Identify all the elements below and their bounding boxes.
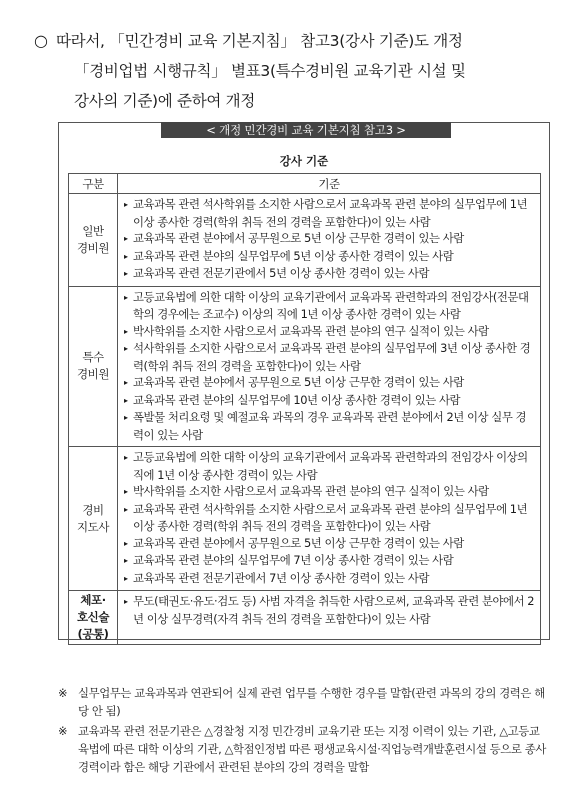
reference-mark-icon: ※ [58,724,68,738]
criteria-text: 박사학위를 소지한 사람으로서 교육과목 관련 분야의 연구 실적이 있는 사람 [133,323,489,338]
criteria-item [124,570,536,588]
triangle-bullet-icon: ▸ [124,344,128,353]
row-category [69,591,118,645]
triangle-bullet-icon: ▸ [124,573,128,583]
category-label: 호신술 [77,610,109,624]
box-subtitle: 강사 기준 [279,154,329,168]
triangle-bullet-icon: ▸ [124,538,128,548]
criteria-item [124,265,536,283]
table-header-row [69,174,541,194]
criteria-item [124,323,536,341]
criteria-text: 교육과목 관련 분야에서 공무원으로 5년 이상 근무한 경력이 있는 사람 [133,375,464,389]
triangle-bullet-icon: ▸ [124,395,128,405]
triangle-bullet-icon: ▸ [124,378,128,387]
footnotes [58,684,548,778]
table-row [69,447,541,591]
row-category [69,447,118,591]
triangle-bullet-icon: ▸ [124,326,128,336]
category-label: 경비원 [77,240,109,255]
box-title: < 개정 민간경비 교육 기본지침 참고3 > [161,122,451,138]
table-row [69,591,541,645]
triangle-bullet-icon: ▸ [124,556,128,565]
criteria-text: 교육과목 관련 전문기관에서 5년 이상 종사한 경력이 있는 사람 [133,266,429,280]
criteria-item [124,340,536,374]
row-category [69,194,118,287]
triangle-bullet-icon: ▸ [124,487,128,496]
triangle-bullet-icon: ▸ [124,234,128,243]
footnote [58,684,548,720]
row-criteria [118,286,541,447]
criteria-item [124,501,536,535]
category-label: 경비원 [77,367,109,382]
table-row [69,286,541,447]
intro-line-2: 「경비업법 시행규칙」 별표3(특수경비원 교육기관 시설 및 [74,62,466,80]
instructor-criteria-table [68,173,541,645]
criteria-text: 교육과목 관련 분야의 실무업무에 10년 이상 종사한 경력이 있는 사람 [133,392,461,407]
intro-paragraph [34,26,554,116]
guideline-box [58,122,550,640]
category-label: 경비 [82,502,104,517]
criteria-item [124,374,536,392]
category-label: 체포· [80,593,106,607]
criteria-text: 폭발물 처리요령 및 예절교육 과목의 경우 교육과목 관련 분야에서 2년 이상 실무 경력이 있는 사람 [133,410,527,442]
criteria-text: 교육과목 관련 분야에서 공무원으로 5년 이상 근무한 경력이 있는 사람 [133,231,464,245]
reference-mark-icon: ※ [58,686,68,700]
footnote-text: 교육과목 관련 전문기관은 △경찰청 지정 민간경비 교육기관 또는 지정 이력이 있는 기관, △고등교육법에 따른 대학 이상의 기관, △학점인정법 따른 평생교육시설·직업능력개발훈련시설 등으로 종사 경력이라 함은 해당 기관에서 관련된 분야의 강의 경력을 말함 [78,724,546,774]
criteria-item [124,449,536,483]
intro-line-3: 강사의 기준)에 준하여 개정 [74,92,256,110]
criteria-item [124,409,536,443]
circle-bullet-icon: ○ [34,31,48,50]
category-label: 지도사 [77,519,109,534]
criteria-text: 석사학위를 소지한 사람으로서 교육과목 관련 분야의 실무업무에 3년 이상 종사한 경력(학위 취득 전의 경력을 포함한다)이 있는 사람 [133,341,531,373]
criteria-item [124,392,536,410]
footnote-text: 실무업무는 교육과목과 연관되어 실제 관련 업무를 수행한 경우를 말함(관련 과목의 강의 경력은 해당 안 됨) [78,686,545,718]
row-criteria [118,194,541,287]
row-criteria [118,591,541,645]
category-label: 일반 [82,223,104,238]
triangle-bullet-icon: ▸ [124,200,128,209]
category-label: (공통) [77,627,109,641]
criteria-text: 고등교육법에 의한 대학 이상의 교육기관에서 교육과목 관련학과의 전임강사 이상의 직에 1년 이상 종사한 경력이 있는 사람 [133,450,528,482]
criteria-item [124,535,536,553]
triangle-bullet-icon: ▸ [124,453,128,462]
criteria-item [124,230,536,248]
intro-text-1: 따라서, 「민간경비 교육 기본지침」 참고3(강사 기준)도 개정 [56,32,463,50]
criteria-text: 교육과목 관련 분야의 실무업무에 7년 이상 종사한 경력이 있는 사람 [133,553,454,567]
table-row [69,194,541,287]
category-label: 특수 [82,350,104,365]
criteria-item [124,289,536,323]
criteria-text: 교육과목 관련 분야의 실무업무에 5년 이상 종사한 경력이 있는 사람 [133,248,454,263]
criteria-text: 고등교육법에 의한 대학 이상의 교육기관에서 교육과목 관련학과의 전임강사(전문대학의 경우에는 조교수) 이상의 직에 1년 이상 종사한 경력이 있는 사람 [133,289,529,321]
criteria-text: 교육과목 관련 분야에서 공무원으로 5년 이상 근무한 경력이 있는 사람 [133,535,464,550]
criteria-item [124,248,536,266]
criteria-item [124,593,536,627]
triangle-bullet-icon: ▸ [124,292,128,302]
criteria-text: 무도(태권도·유도·검도 등) 사범 자격을 취득한 사람으로써, 교육과목 관련 분야에서 2년 이상 실무경력(자격 취득 전의 경력을 포함한다)이 있는 사람 [133,594,535,626]
criteria-item [124,483,536,501]
criteria-text: 교육과목 관련 석사학위를 소지한 사람으로서 교육과목 관련 분야의 실무업무에 1년 이상 종사한 경력(학위 취득 전의 경력을 포함한다)이 있는 사람 [133,197,528,229]
row-category [69,286,118,447]
header-criteria: 기준 [118,174,541,194]
criteria-text: 교육과목 관련 전문기관에서 7년 이상 종사한 경력이 있는 사람 [133,570,429,585]
triangle-bullet-icon: ▸ [124,251,128,261]
criteria-item [124,552,536,570]
triangle-bullet-icon: ▸ [124,269,128,278]
criteria-text: 박사학위를 소지한 사람으로서 교육과목 관련 분야의 연구 실적이 있는 사람 [133,484,489,498]
triangle-bullet-icon: ▸ [124,597,128,606]
intro-line-1 [34,26,554,56]
footnote [58,722,548,776]
triangle-bullet-icon: ▸ [124,504,128,514]
row-criteria [118,447,541,591]
triangle-bullet-icon: ▸ [124,413,128,422]
criteria-text: 교육과목 관련 석사학위를 소지한 사람으로서 교육과목 관련 분야의 실무업무에 1년 이상 종사한 경력(학위 취득 전의 경력을 포함한다)이 있는 사람 [133,501,528,533]
table-body [69,194,541,645]
header-category: 구분 [69,174,118,194]
criteria-item [124,196,536,230]
